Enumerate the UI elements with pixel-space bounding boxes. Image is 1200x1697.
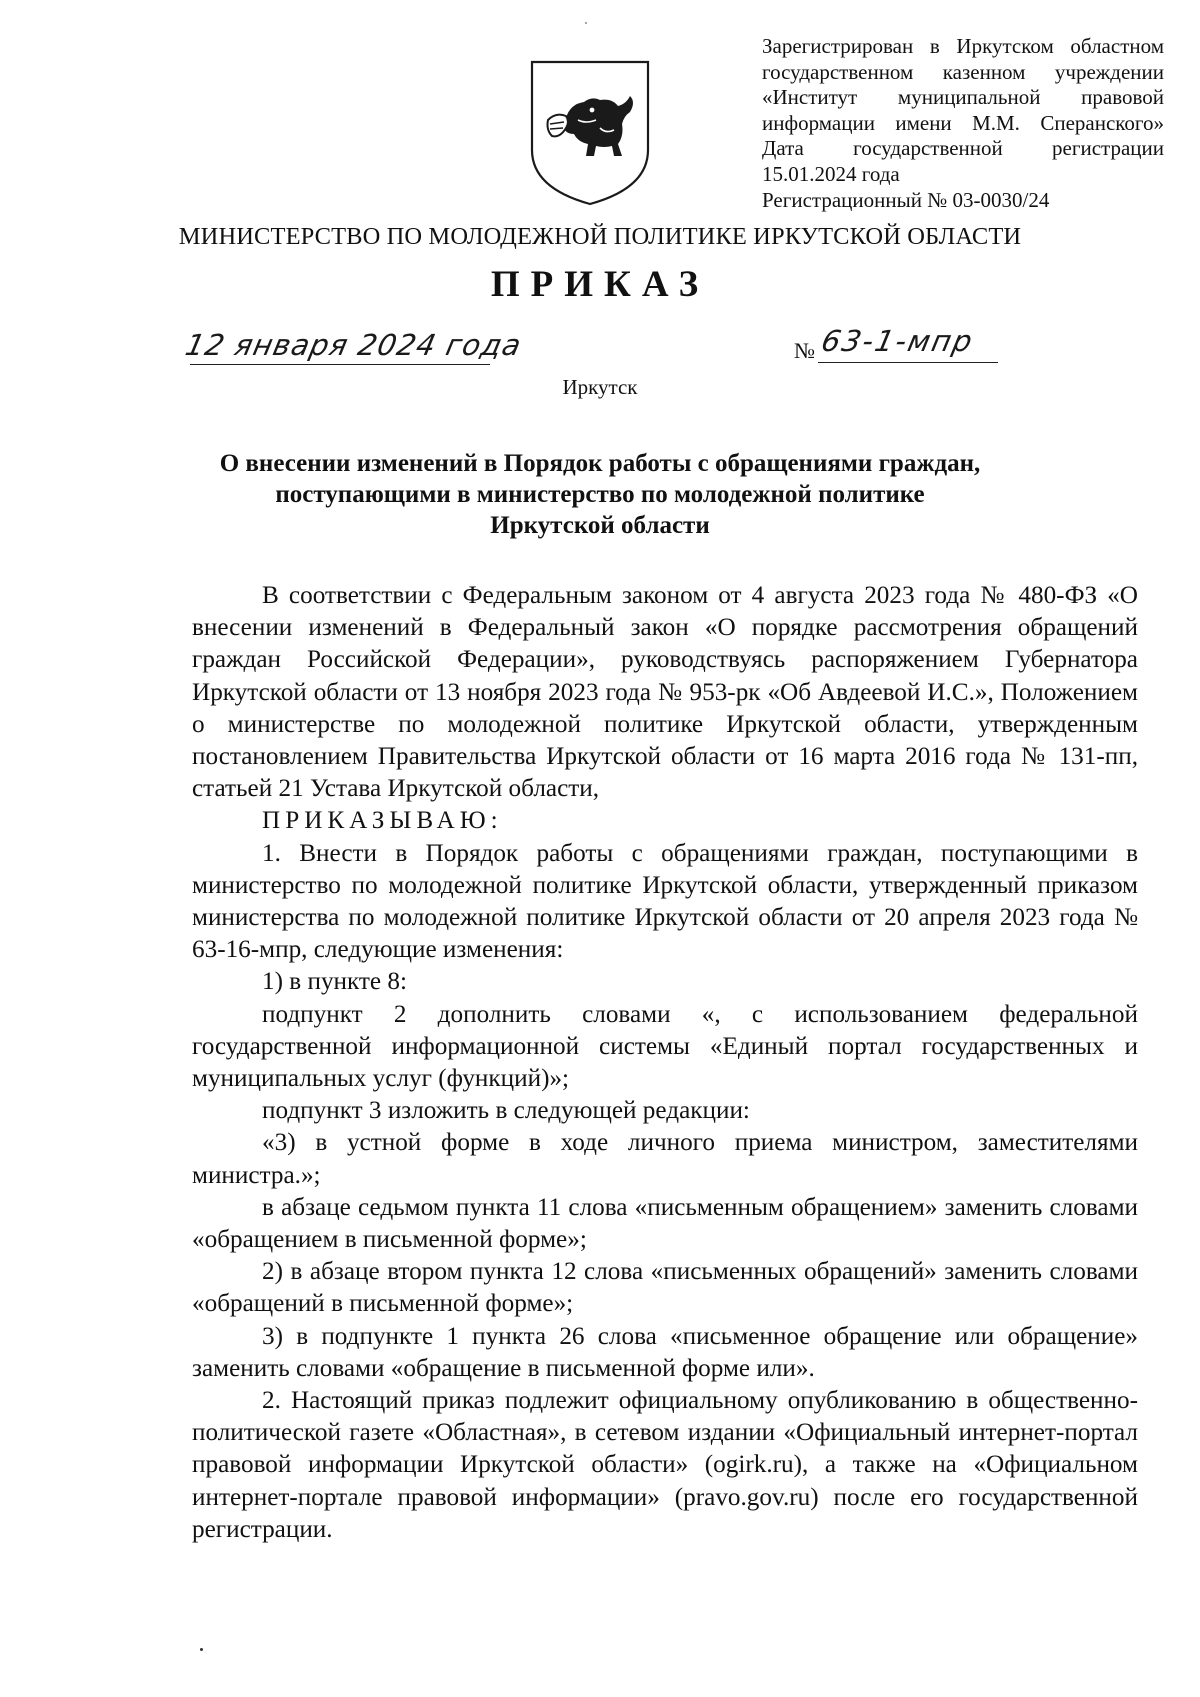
title-line: поступающими в министерство по молодежной политике	[275, 481, 925, 508]
subitem-1-d-paragraph: в абзаце седьмом пункта 11 слова «письменным обращением» заменить словами «обращением в письменной форме»;	[192, 1193, 1138, 1254]
subitem-3-paragraph: 3) в подпункте 1 пункта 26 слова «письменное обращение или обращение» заменить словами «обращение в письменной форме или».	[192, 1322, 1138, 1382]
registration-line: Зарегистрирован в Иркутском областном	[762, 34, 1164, 58]
registration-line: Дата государственной регистрации	[762, 136, 1164, 161]
subitem-2-paragraph: 2) в абзаце втором пункта 12 слова «письменных обращений» заменить словами «обращений в письменной форме»;	[192, 1258, 1138, 1318]
item-2-paragraph: 2. Настоящий приказ подлежит официальному опубликованию в общественно-политической газете «Областная», в сетевом издании «Официальный интернет-портал правовой информации Иркутской области» (ogirk.ru), а также на «Официальном интернет-портале правовой информации» (pravo.gov.ru) после его государственной регистрации.	[192, 1387, 1138, 1543]
document-body	[192, 580, 1138, 1546]
registration-line: информации имени М.М. Сперанского»	[762, 110, 1164, 135]
preamble-paragraph: В соответствии с Федеральным законом от 4 августа 2023 года № 480-ФЗ «О внесении изменений в Федеральный закон «О порядке рассмотрения обращений граждан Российской Федерации», руководствуясь распоряжением Губернатора Иркутской области от 13 ноября 2023 года № 953-рк «Об Авдеевой И.С.», Положением о министерстве по молодежной политике Иркутской области, утвержденным постановлением Правительства Иркутской области от 16 марта 2016 года № 131-пп, статьей 21 Устава Иркутской области,	[192, 582, 1138, 803]
title-line: О внесении изменений в Порядок работы с обращениями граждан,	[219, 450, 981, 477]
irkutsk-oblast-coat-of-arms-icon	[526, 58, 654, 208]
date-underline	[190, 364, 490, 365]
scan-speck	[200, 1648, 203, 1651]
registration-line: государственном казенном учреждении	[762, 59, 1164, 84]
subitem-1-a-paragraph: подпункт 2 дополнить словами «, с использованием федеральной государственной информационной системы «Единый портал государственных и муниципальных услуг (функций)»;	[192, 1000, 1138, 1093]
command-heading: ПРИКАЗЫВАЮ:	[262, 807, 503, 835]
registration-number: Регистрационный № 03-0030/24	[762, 187, 1050, 212]
subitem-1-b-paragraph: подпункт 3 изложить в следующей редакции:	[262, 1097, 750, 1125]
scan-speck	[585, 22, 587, 24]
registration-line: «Институт муниципальной правовой	[762, 85, 1164, 110]
handwritten-number: 63-1-мпр	[818, 324, 978, 358]
handwritten-date: 12 января 2024 года	[182, 328, 525, 362]
subitem-1-heading: 1) в пункте 8:	[262, 968, 408, 996]
ministry-name: МИНИСТЕРСТВО ПО МОЛОДЕЖНОЙ ПОЛИТИКЕ ИРКУТСКОЙ ОБЛАСТИ	[178, 223, 1022, 250]
registration-date: 15.01.2024 года	[762, 161, 900, 186]
document-title	[200, 448, 1000, 541]
number-sign: №	[794, 338, 815, 363]
subitem-1-c-paragraph: «3) в устной форме в ходе личного приема министром, заместителями министра.»;	[192, 1129, 1138, 1189]
number-underline	[818, 362, 998, 363]
registration-stamp	[762, 34, 1164, 213]
city-name: Иркутск	[562, 375, 638, 399]
title-line: Иркутской области	[490, 512, 710, 539]
item-1-paragraph: 1. Внести в Порядок работы с обращениями граждан, поступающими в министерство по молодежной политике Иркутской области, утвержденный приказом министерства по молодежной политике Иркутской области от 20 апреля 2023 года № 63-16-мпр, следующие изменения:	[192, 839, 1138, 964]
document-type: ПРИКАЗ	[490, 264, 710, 305]
